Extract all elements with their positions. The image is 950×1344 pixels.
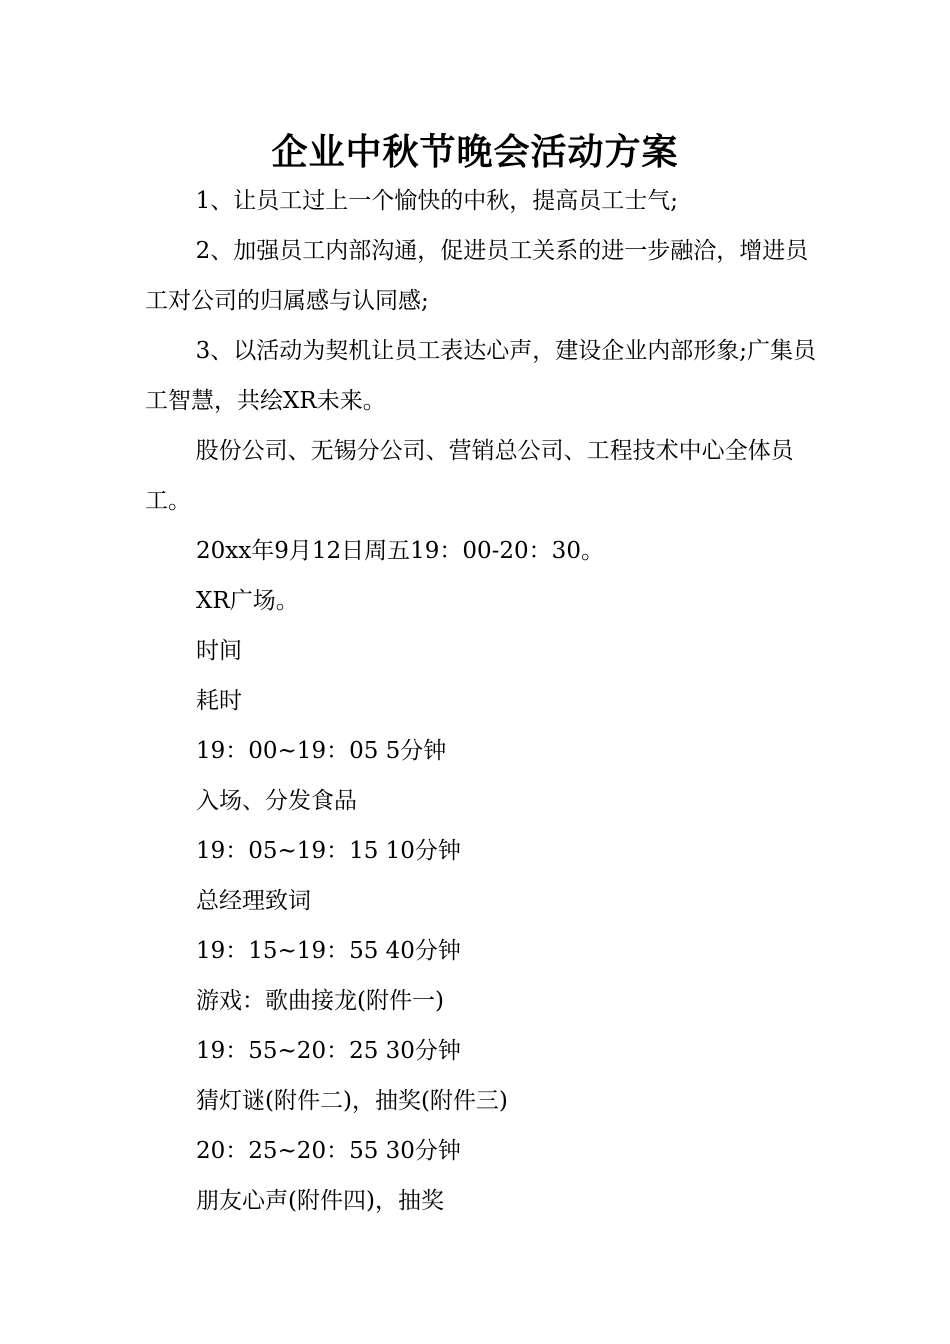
objective-1: 1、让员工过上一个愉快的中秋，提高员工士气; xyxy=(195,188,678,214)
schedule-time-2: 19：05~19：15 10分钟 xyxy=(196,838,461,864)
schedule-activity-3: 游戏：歌曲接龙(附件一) xyxy=(196,988,444,1014)
document-body xyxy=(145,176,825,1226)
schedule-header-duration: 耗时 xyxy=(196,688,242,714)
schedule-time-3: 19：15~19：55 40分钟 xyxy=(196,938,461,964)
schedule-activity-5: 朋友心声(附件四)，抽奖 xyxy=(196,1188,444,1214)
schedule-activity-1: 入场、分发食品 xyxy=(196,788,357,814)
event-venue-text: XR广场。 xyxy=(196,588,299,614)
participants-text: 股份公司、无锡分公司、营销总公司、工程技术中心全体员工。 xyxy=(145,438,794,514)
schedule-time-5: 20：25~20：55 30分钟 xyxy=(196,1138,461,1164)
objective-3: 3、以活动为契机让员工表达心声，建设企业内部形象;广集员工智慧，共绘XR未来。 xyxy=(145,338,816,414)
event-time-text: 20xx年9月12日周五19：00-20：30。 xyxy=(196,538,604,564)
schedule-time-1: 19：00~19：05 5分钟 xyxy=(196,738,447,764)
objective-2: 2、加强员工内部沟通，促进员工关系的进一步融洽，增进员工对公司的归属感与认同感; xyxy=(145,238,809,314)
document-title: 企业中秋节晚会活动方案 xyxy=(271,131,679,173)
schedule-time-4: 19：55~20：25 30分钟 xyxy=(196,1038,461,1064)
schedule-header-time: 时间 xyxy=(196,638,242,664)
schedule-activity-4: 猜灯谜(附件二)，抽奖(附件三) xyxy=(196,1088,508,1114)
schedule-activity-2: 总经理致词 xyxy=(196,888,311,914)
